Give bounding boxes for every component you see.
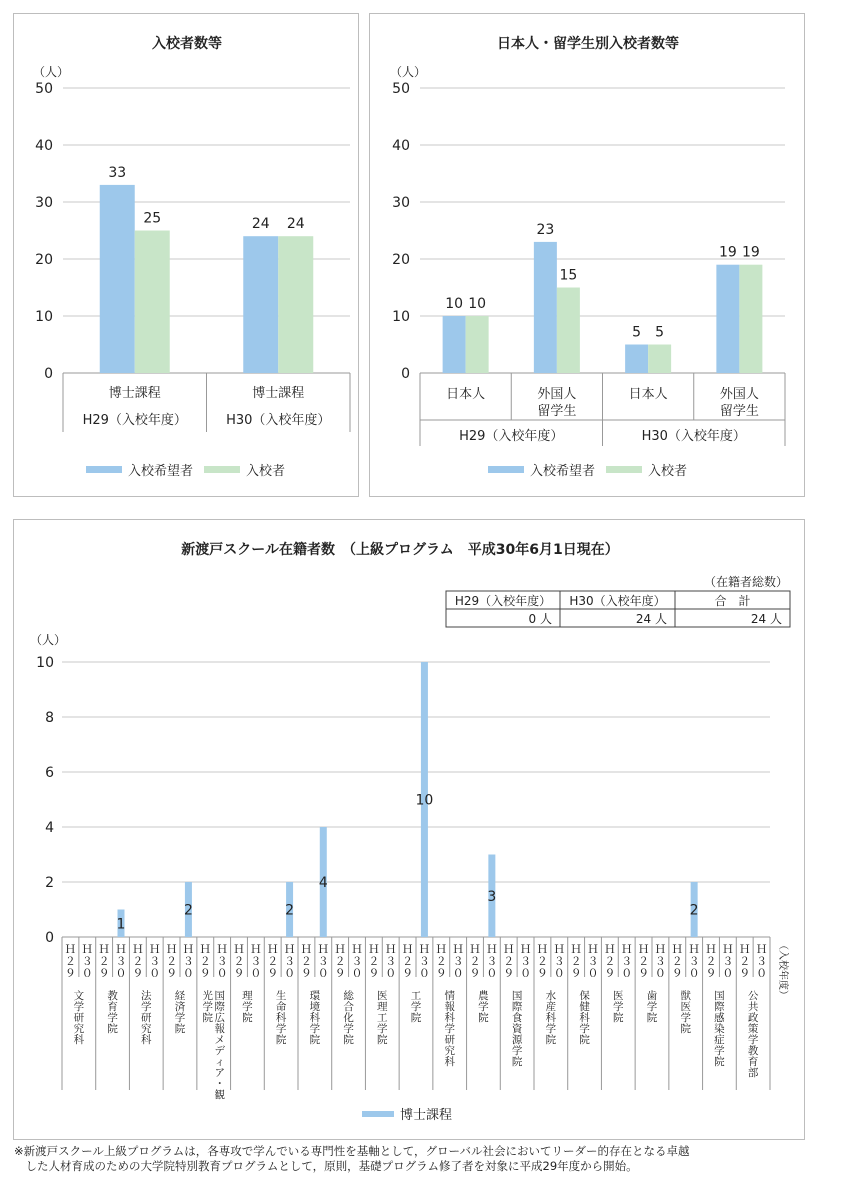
year-label: ０ [284,967,296,980]
current-students-chart-panel [13,519,805,1140]
year-label: ３ [722,955,734,968]
x-category-label: 総合化学院 [343,990,354,1046]
x-category-label: 歯学院 [646,990,658,1024]
y-tick-label: 50 [392,81,410,97]
summary-table-value: 0 人 [528,612,552,626]
year-label: ９ [267,967,279,980]
year-label: ０ [486,967,498,980]
bar-enrolled [135,231,170,374]
year-label: Ｈ [149,943,161,956]
year-label: ９ [435,967,447,980]
year-label: Ｈ [621,943,633,956]
year-label: ２ [166,955,178,968]
year-label: ３ [216,955,228,968]
year-label: ０ [115,967,127,980]
year-label: Ｈ [435,943,447,956]
year-label: ０ [722,967,734,980]
y-tick-label: 30 [392,195,410,211]
bar-enrolled [648,345,671,374]
year-label: ３ [317,955,329,968]
year-label: ９ [64,967,76,980]
data-label: 19 [718,244,737,261]
x-category-label: 理学院 [242,990,253,1024]
year-label: Ｈ [553,943,565,956]
year-label: ０ [250,967,262,980]
y-tick-label: 0 [401,366,410,382]
year-label: ９ [739,967,751,980]
year-label: ９ [402,967,414,980]
year-label: ３ [385,955,397,968]
x-category-label: 生命科学院 [275,990,287,1046]
y-tick-label: 50 [35,81,53,97]
legend-swatch [204,466,240,473]
year-label: ２ [638,955,650,968]
year-label: ０ [418,967,430,980]
x-category-label: 医理工学院 [377,990,388,1046]
year-label: ２ [199,955,211,968]
bar-applicants [534,242,557,373]
year-label: ３ [351,955,363,968]
data-label: 25 [143,210,162,227]
x-category-label: 留学生 [719,404,759,419]
enrollment-chart [14,14,360,498]
year-label: ２ [503,955,515,968]
year-label: Ｈ [570,943,582,956]
y-tick-label: 20 [392,252,410,268]
y-tick-label: 30 [35,195,53,211]
legend-swatch [488,466,524,473]
year-label: ３ [81,955,93,968]
year-label: Ｈ [705,943,717,956]
year-label: ３ [452,955,464,968]
year-label: ３ [553,955,565,968]
year-label: Ｈ [216,943,228,956]
year-label: ９ [536,967,548,980]
year-label: Ｈ [132,943,144,956]
data-label: 19 [741,244,760,261]
summary-table-caption: （在籍者総数） [703,575,788,589]
year-label: ２ [570,955,582,968]
legend-label: 博士課程 [400,1108,453,1123]
year-label: ３ [688,955,700,968]
year-label: ０ [654,967,666,980]
year-label: ０ [621,967,633,980]
x-category-label: 公共政策学教育部 [747,990,759,1079]
y-axis-unit: （人） [30,633,67,647]
year-label: ０ [149,967,161,980]
year-label: Ｈ [638,943,650,956]
year-label: Ｈ [418,943,430,956]
year-label: ２ [368,955,380,968]
x-category-label: 農学院 [478,990,489,1024]
year-label: Ｈ [250,943,262,956]
year-label: ０ [351,967,363,980]
year-label: ３ [115,955,127,968]
year-label: ０ [587,967,599,980]
x-category-label: 博士課程 [108,386,161,401]
x-category-label: 経済学院 [174,990,186,1035]
year-label: Ｈ [654,943,666,956]
summary-table-value: 24 人 [750,612,782,626]
x-category-label: 法学研究科 [141,990,152,1046]
x-category-label: 環境科学院 [309,990,321,1046]
x-category-label: 日本人 [628,387,668,402]
x-category-label: 教育学院 [107,990,118,1035]
year-label: ９ [570,967,582,980]
x-category-label: 医学院 [613,990,624,1024]
x-group-label: H30（入校年度） [641,429,746,444]
y-tick-label: 4 [45,820,54,836]
x-group-label: H29（入校年度） [459,429,564,444]
year-label: ３ [520,955,532,968]
data-label: 10 [445,296,464,312]
data-label: 1 [116,916,126,933]
data-label: 10 [468,296,487,312]
x-group-label: H30（入校年度） [226,413,331,428]
legend-label: 入校希望者 [530,464,596,479]
legend-label: 入校希望者 [128,464,194,479]
y-tick-label: 0 [45,930,54,946]
y-tick-label: 10 [35,309,53,325]
y-tick-label: 20 [35,252,53,268]
y-tick-label: 0 [44,366,53,382]
x-category-label: 外国人 [537,387,577,402]
year-label: ２ [267,955,279,968]
year-label: Ｈ [98,943,110,956]
bar-applicants [443,316,466,373]
legend-swatch [362,1111,394,1117]
bar-enrolled [739,265,762,373]
footnote-line: した人材育成のための大学院特別教育プログラムとして，原則，基礎プログラム修了者を対象に平成29年度から開始。 [14,1159,638,1173]
year-label: Ｈ [199,943,211,956]
year-label: Ｈ [351,943,363,956]
year-label: ９ [233,967,245,980]
year-label: ３ [182,955,194,968]
bar-applicants [100,185,135,373]
year-label: ２ [469,955,481,968]
year-label: Ｈ [368,943,380,956]
y-tick-label: 10 [36,655,54,671]
year-label: ３ [284,955,296,968]
x-group-label: H29（入校年度） [82,413,187,428]
year-label: ９ [368,967,380,980]
year-label: Ｈ [486,943,498,956]
year-label: ０ [81,967,93,980]
data-label: 4 [318,875,328,891]
year-label: ９ [166,967,178,980]
enrollment-chart-panel [13,13,359,497]
data-label: 24 [251,216,270,233]
data-label: 24 [286,216,305,233]
year-label: ２ [334,955,346,968]
year-label: ３ [756,955,768,968]
year-label: ２ [739,955,751,968]
year-label: ２ [402,955,414,968]
x-category-label: 日本人 [446,387,486,402]
year-label: Ｈ [182,943,194,956]
bar-enrolled [466,316,489,373]
nationality-chart-panel [369,13,805,497]
data-label: 23 [536,221,555,238]
data-label: 2 [183,902,193,919]
year-label: ０ [688,967,700,980]
year-label: ０ [452,967,464,980]
year-label: Ｈ [317,943,329,956]
chart-title: 日本人・留学生別入校者数等 [497,36,679,52]
bar-applicants [243,236,278,373]
data-label: 5 [632,324,642,341]
bar-enrolled [557,288,580,374]
year-label: ３ [149,955,161,968]
x-category-label: 国際広報メディア・観 [214,990,225,1101]
y-tick-label: 40 [392,138,410,154]
year-label: ０ [520,967,532,980]
year-label: ９ [638,967,650,980]
year-label: ２ [98,955,110,968]
year-label: ９ [199,967,211,980]
year-label: Ｈ [233,943,245,956]
year-label: ０ [385,967,397,980]
year-label: ０ [317,967,329,980]
year-label: ２ [64,955,76,968]
year-label: ９ [132,967,144,980]
year-label: Ｈ [300,943,312,956]
year-label: Ｈ [469,943,481,956]
summary-table-value: 24 人 [635,612,667,626]
year-label: ２ [300,955,312,968]
year-label: Ｈ [385,943,397,956]
year-label: Ｈ [688,943,700,956]
current-students-chart [14,520,806,1141]
legend-swatch [86,466,122,473]
year-label: Ｈ [587,943,599,956]
x-category-label: 情報科学研究科 [444,990,455,1068]
bar-applicants [625,345,648,374]
year-label: ９ [604,967,616,980]
footnote-line: ※新渡戸スクール上級プログラムは，各専攻で学んでいる専門性を基軸として，グローバル社会においてリーダー的存在となる卓越 [14,1144,690,1158]
year-label: Ｈ [284,943,296,956]
data-label: 15 [559,267,578,284]
chart-title: 新渡戸スクール在籍者数 （上級プログラム 平成30年6月1日現在） [181,542,619,558]
y-tick-label: 8 [45,710,54,726]
x-category-label: 水産科学院 [545,990,557,1046]
year-label: Ｈ [604,943,616,956]
year-label: ９ [469,967,481,980]
year-label: Ｈ [115,943,127,956]
year-label: ０ [756,967,768,980]
year-label: Ｈ [520,943,532,956]
data-label: 3 [487,888,497,905]
data-label: 5 [655,324,665,341]
year-label: ０ [553,967,565,980]
year-label: ３ [486,955,498,968]
legend-label: 入校者 [648,464,688,479]
summary-table-header: H30（入校年度） [569,594,666,608]
x-category-label: 外国人 [719,387,759,402]
year-label: ３ [654,955,666,968]
year-label: Ｈ [536,943,548,956]
year-label: Ｈ [503,943,515,956]
year-label: Ｈ [64,943,76,956]
year-label: Ｈ [671,943,683,956]
legend-label: 入校者 [246,464,286,479]
y-tick-label: 10 [392,309,410,325]
year-label: ３ [587,955,599,968]
year-label: Ｈ [267,943,279,956]
year-label: ３ [418,955,430,968]
footnote [14,1144,814,1174]
y-tick-label: 6 [45,765,54,781]
legend-swatch [606,466,642,473]
x-category-label: 保健科学院 [579,990,590,1046]
data-label: 10 [415,792,434,809]
year-label: ９ [334,967,346,980]
year-label: ２ [604,955,616,968]
year-label: ２ [671,955,683,968]
y-tick-label: 2 [45,875,54,891]
bar-applicants [716,265,739,373]
year-label: ９ [671,967,683,980]
year-label: ９ [300,967,312,980]
y-tick-label: 40 [35,138,53,154]
year-label: Ｈ [756,943,768,956]
data-label: 2 [689,902,699,919]
chart-title: 入校者数等 [152,36,222,52]
year-axis-label: （入校年度） [777,940,788,1000]
y-axis-unit: （人） [33,65,70,79]
data-label: 33 [108,164,127,181]
year-label: ２ [132,955,144,968]
data-label: 2 [285,902,295,919]
x-category-label: 国際感染症学院 [714,990,725,1068]
year-label: Ｈ [166,943,178,956]
x-category-label: 工学院 [410,990,422,1024]
nationality-chart [370,14,806,498]
year-label: ３ [621,955,633,968]
summary-table-header: H29（入校年度） [454,594,552,608]
summary-table-header: 合 計 [714,594,751,608]
year-label: ２ [536,955,548,968]
x-category-label: 国際食資源学院 [511,990,523,1068]
year-label: ０ [216,967,228,980]
year-label: Ｈ [334,943,346,956]
year-label: ９ [705,967,717,980]
year-label: Ｈ [81,943,93,956]
y-axis-unit: （人） [390,65,427,79]
x-category-label: 留学生 [537,404,577,419]
x-category-label: 文学研究科 [73,990,85,1046]
x-category-label: 獣医学院 [680,990,691,1035]
year-label: ３ [250,955,262,968]
bar-enrolled [278,236,313,373]
year-label: Ｈ [739,943,751,956]
year-label: ０ [182,967,194,980]
x-category-label: 博士課程 [252,386,305,401]
year-label: ２ [435,955,447,968]
year-label: ２ [233,955,245,968]
year-label: ９ [503,967,515,980]
year-label: ２ [705,955,717,968]
year-label: Ｈ [452,943,464,956]
year-label: Ｈ [722,943,734,956]
year-label: ９ [98,967,110,980]
year-label: Ｈ [402,943,414,956]
x-category-label: 光学院 [202,990,213,1024]
